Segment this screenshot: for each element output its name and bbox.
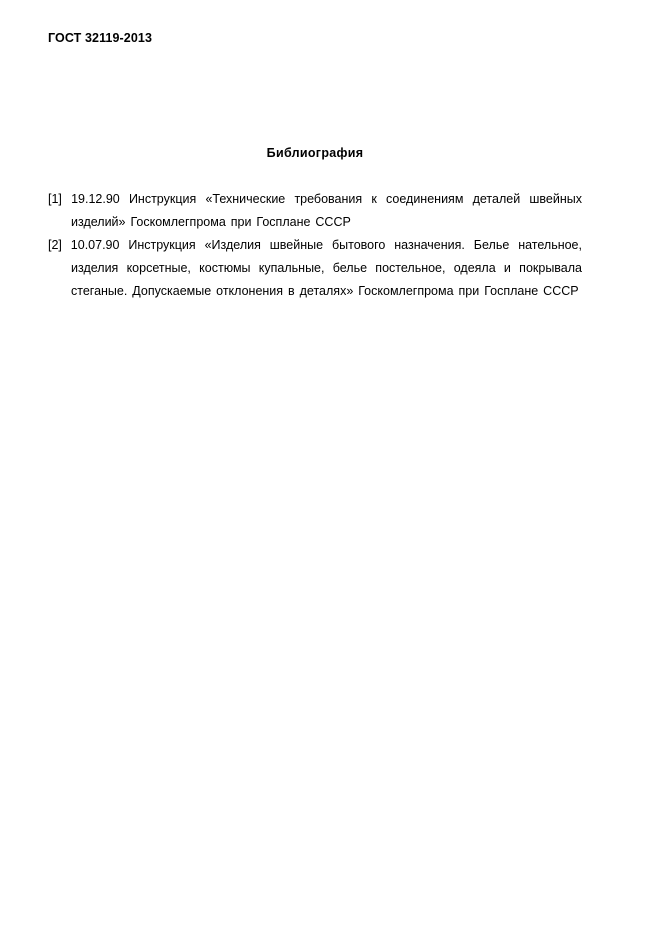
bibliography-list bbox=[48, 188, 582, 303]
bibliography-entry: [1] 19.12.90 Инструкция «Технические требования к соединениям деталей швейных изделий» Госкомлегпрома при Госплане СССР bbox=[48, 192, 582, 229]
document-header: ГОСТ 32119-2013 bbox=[48, 31, 153, 45]
section-title: Библиография bbox=[266, 146, 364, 160]
bibliography-entry: [2] 10.07.90 Инструкция «Изделия швейные бытового назначения. Белье нательное, изделия корсетные, костюмы купальные, белье постельное, одеяла и покрывала стеганые. Допускаемые отклонения в деталях» Госкомлегпрома при Госплане СССР bbox=[48, 238, 582, 298]
